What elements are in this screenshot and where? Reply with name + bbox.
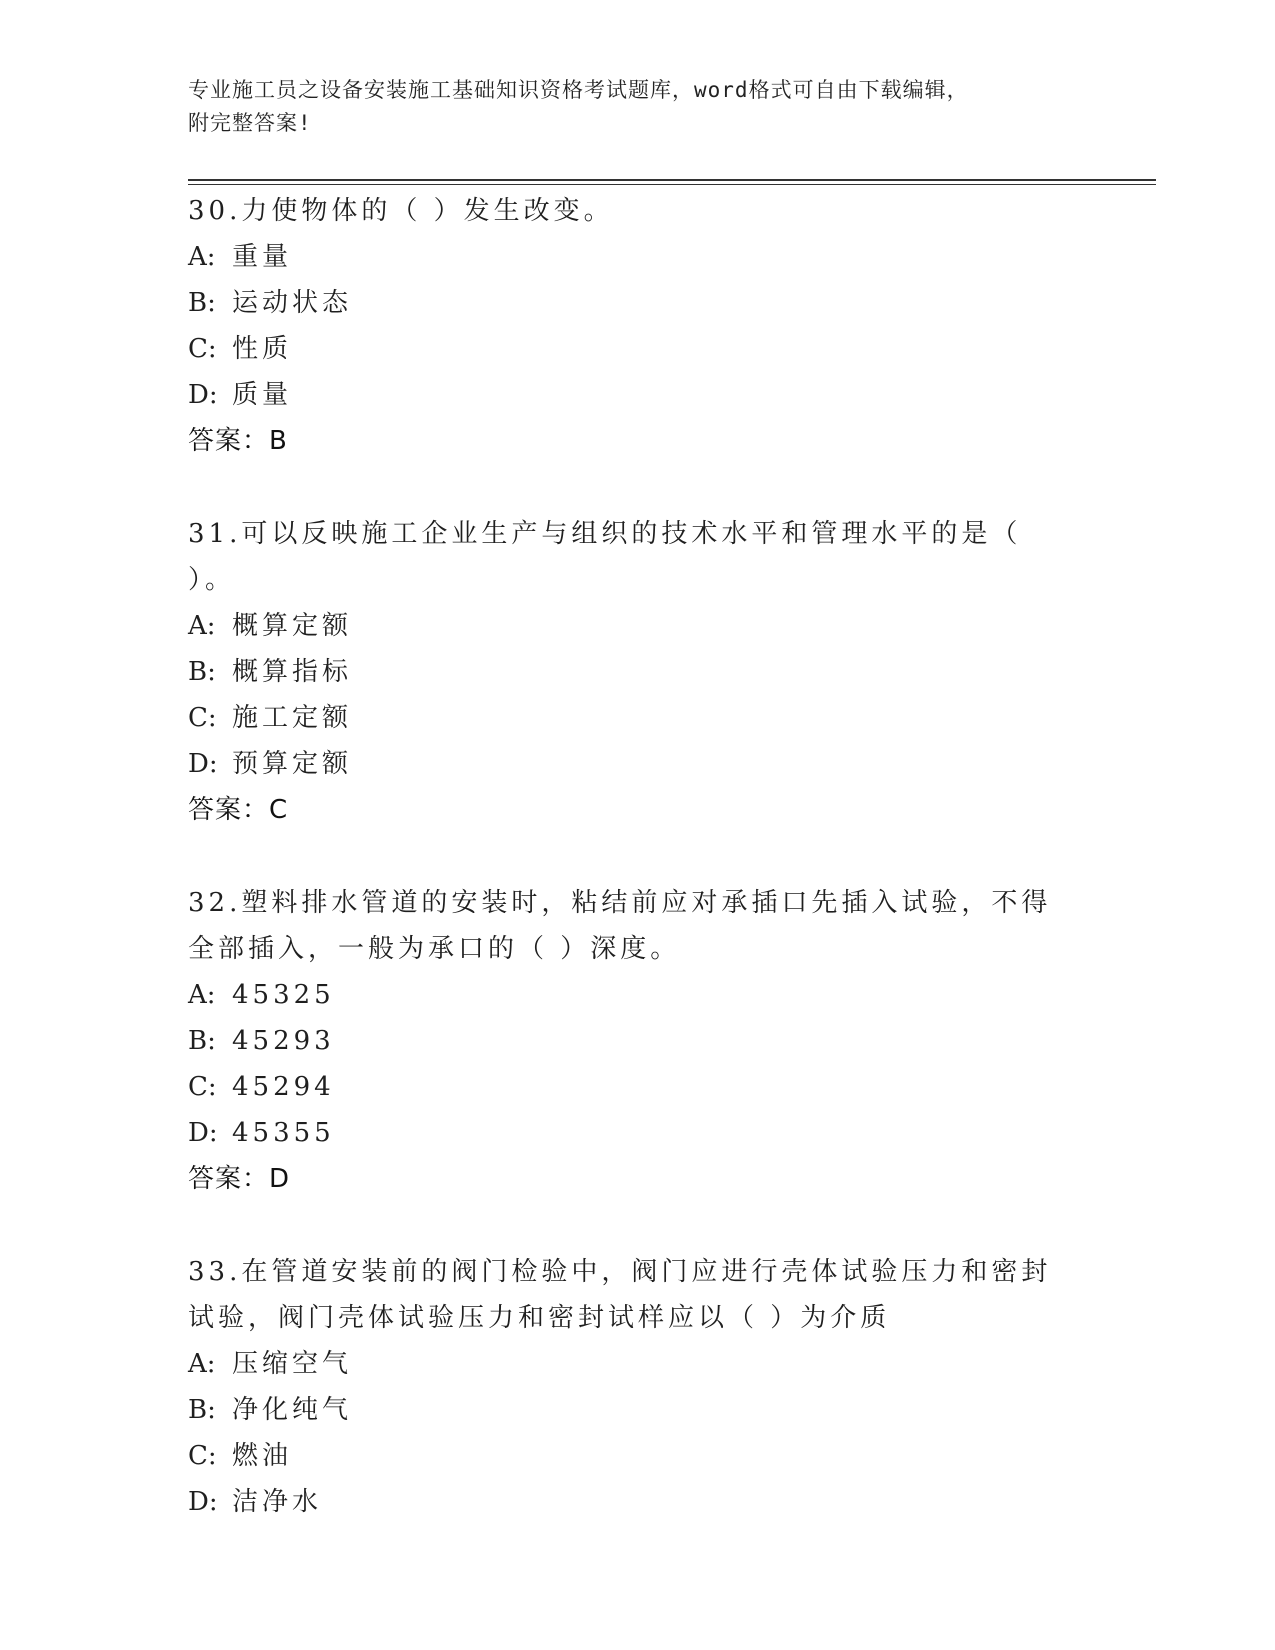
question-stem: 31.可以反映施工企业生产与组织的技术水平和管理水平的是（ ）。	[188, 519, 1022, 595]
option-d	[188, 1110, 1088, 1156]
answer-label: 答案：C	[188, 795, 289, 825]
option-letter: A:	[188, 611, 216, 641]
question-stem: 33.在管道安装前的阀门检验中，阀门应进行壳体试验压力和密封试验，阀门壳体试验压力和密封试样应以（ ）为介质	[188, 1257, 1052, 1333]
option-letter: B:	[188, 657, 216, 687]
option-b	[188, 649, 1088, 695]
question-32	[188, 880, 1088, 1202]
option-text: 压缩空气	[232, 1349, 353, 1379]
option-text: 质量	[232, 380, 293, 410]
option-a	[188, 603, 1088, 649]
option-c	[188, 1433, 1088, 1479]
question-list	[188, 188, 1088, 1572]
question-31	[188, 511, 1088, 833]
option-letter: C:	[188, 703, 217, 733]
option-letter: D:	[188, 1487, 218, 1517]
option-text: 概算定额	[232, 611, 353, 641]
option-letter: C:	[188, 334, 217, 364]
option-text: 洁净水	[232, 1487, 323, 1517]
question-stem: 32.塑料排水管道的安装时，粘结前应对承插口先插入试验，不得全部插入，一般为承口的（ ）深度。	[188, 888, 1052, 964]
option-text: 预算定额	[232, 749, 353, 779]
option-text: 性质	[232, 334, 293, 364]
question-30	[188, 188, 1088, 464]
option-c	[188, 1064, 1088, 1110]
header-divider-thick	[188, 179, 1156, 181]
answer-label: 答案：B	[188, 426, 288, 456]
header-line-1: 专业施工员之设备安装施工基础知识资格考试题库，word格式可自由下载编辑，	[188, 78, 969, 102]
header-line-2: 附完整答案!	[188, 111, 312, 135]
option-letter: D:	[188, 749, 218, 779]
option-b	[188, 280, 1088, 326]
option-letter: D:	[188, 380, 218, 410]
option-text: 运动状态	[232, 288, 353, 318]
option-letter: A:	[188, 242, 216, 272]
option-letter: D:	[188, 1118, 218, 1148]
option-text: 净化纯气	[232, 1395, 353, 1425]
option-letter: B:	[188, 288, 216, 318]
option-d	[188, 372, 1088, 418]
option-d	[188, 1479, 1088, 1525]
option-letter: B:	[188, 1026, 216, 1056]
answer-label: 答案：D	[188, 1164, 291, 1194]
option-b	[188, 1387, 1088, 1433]
option-text: 45294	[232, 1072, 335, 1102]
option-text: 45293	[232, 1026, 335, 1056]
option-text: 重量	[232, 242, 293, 272]
option-text: 燃油	[232, 1441, 293, 1471]
option-letter: A:	[188, 1349, 216, 1379]
option-letter: A:	[188, 980, 216, 1010]
header-divider-thin	[188, 184, 1156, 185]
option-a	[188, 234, 1088, 280]
option-letter: B:	[188, 1395, 216, 1425]
option-d	[188, 741, 1088, 787]
option-letter: C:	[188, 1072, 217, 1102]
option-text: 45325	[232, 980, 335, 1010]
option-b	[188, 1018, 1088, 1064]
option-text: 45355	[232, 1118, 335, 1148]
document-header	[188, 74, 1068, 140]
option-letter: C:	[188, 1441, 217, 1471]
question-stem: 30.力使物体的（ ）发生改变。	[188, 196, 614, 226]
option-a	[188, 972, 1088, 1018]
option-a	[188, 1341, 1088, 1387]
question-33	[188, 1249, 1088, 1525]
option-text: 施工定额	[232, 703, 353, 733]
option-c	[188, 695, 1088, 741]
option-c	[188, 326, 1088, 372]
option-text: 概算指标	[232, 657, 353, 687]
